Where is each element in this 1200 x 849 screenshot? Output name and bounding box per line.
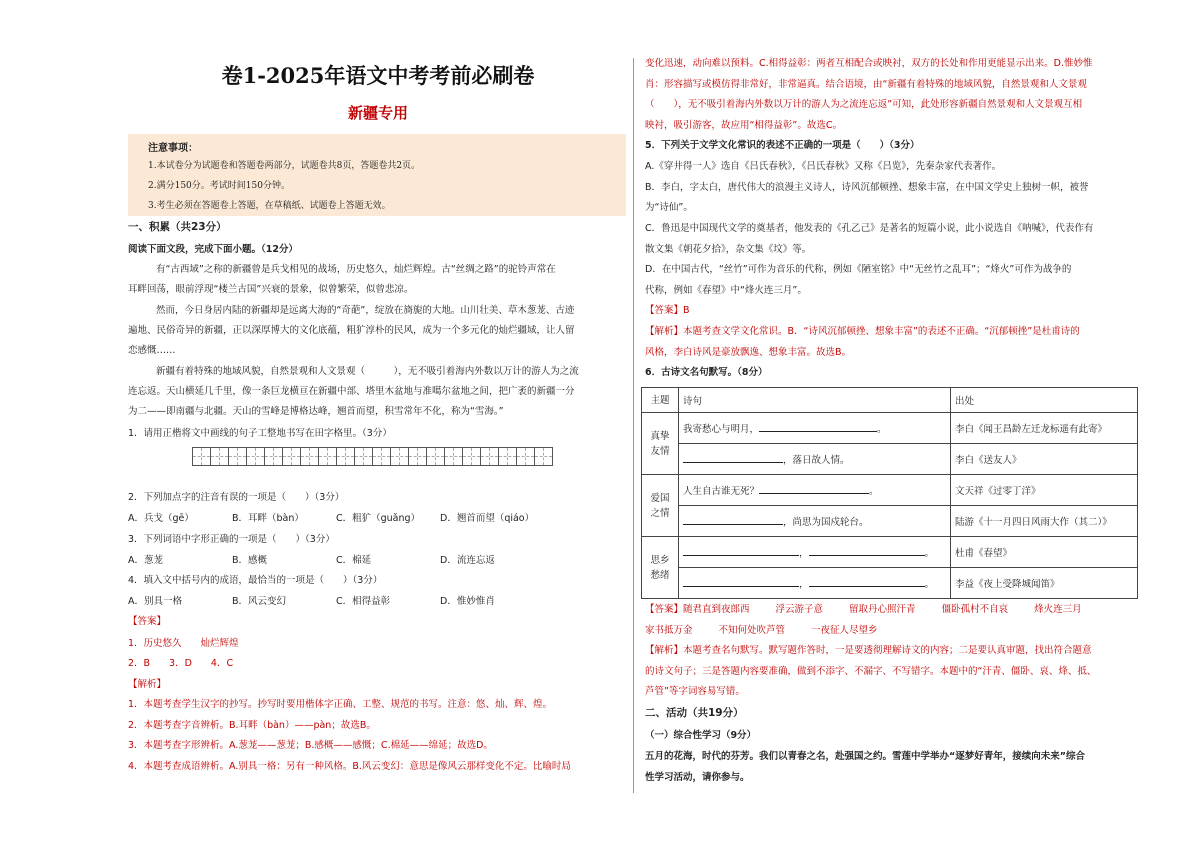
- answer-text: 【答案】随君直到夜郎西 浮云游子意 留取丹心照汗青 僵卧孤村不自哀 烽火连三月: [645, 604, 1082, 615]
- poem-line: ， 。: [679, 568, 951, 599]
- grid-cell[interactable]: [498, 447, 517, 466]
- poem-line: 人生自古谁无死？ 。: [679, 475, 951, 506]
- grid-cell[interactable]: [246, 447, 265, 466]
- option-a: A．葱茏: [128, 555, 163, 566]
- grid-cell[interactable]: [354, 447, 373, 466]
- passage-line: 新疆有着特殊的地域风貌，自然景观和人文景观（ ），无不吸引着海内外数以万计的游人为之流: [156, 366, 579, 377]
- analysis-text: 3．本题考查字形辨析。A.葱茏——葱茏；B.感概——感慨；C.棉延——绵延；故选D。: [128, 740, 493, 751]
- table-row: [642, 537, 1138, 568]
- answer-blank[interactable]: [809, 545, 925, 556]
- option-d-cont: 代称，例如《春望》中“烽火连三月”。: [645, 285, 807, 296]
- grid-cell[interactable]: [426, 447, 445, 466]
- analysis-text: 4．本题考查成语辨析。A.别具一格：另有一种风格。B.风云变幻：意思是像风云那样变化不定。比喻时局: [128, 761, 571, 772]
- passage-line: 恋感慨……: [128, 345, 176, 356]
- poem-source: 陆游《十一月四日风雨大作（其二）》: [951, 506, 1138, 537]
- poem-source: 李益《夜上受降城闻笛》: [951, 568, 1138, 599]
- option-b-cont: 为“诗仙”。: [645, 202, 693, 213]
- option-b: B．耳畔（bàn）: [232, 513, 304, 524]
- answer-blank[interactable]: [683, 545, 799, 556]
- notice-heading: 注意事项：: [148, 143, 198, 154]
- option-c: C．鲁迅是中国现代文学的奠基者，他发表的《孔乙己》是著名的短篇小说，此小说选自《呐喊》，代表作有: [645, 223, 1094, 234]
- grid-cell[interactable]: [480, 447, 499, 466]
- table-row: [642, 475, 1138, 506]
- table-header: 出处: [951, 388, 1138, 413]
- poem-line: 我寄愁心与明月， 。: [679, 413, 951, 444]
- passage-line: 为二——即南疆与北疆。天山的雪峰是博格达峰，翘首而望，积雪常年不化，称为“雪海。”: [128, 406, 504, 417]
- passage-line: 然而，今日身居内陆的新疆却是远离大海的“奇葩”，绽放在旖旎的大地。山川壮美、草木葱茏、古迹: [156, 305, 575, 316]
- poem-line: ，尚思为国戍轮台。: [679, 506, 951, 537]
- grid-cell[interactable]: [210, 447, 229, 466]
- table-header: 诗句: [679, 388, 951, 413]
- analysis-text: 1．本题考查学生汉字的抄写。抄写时要用楷体字正确、工整、规范的书写。注意：悠、灿、辉、煌。: [128, 699, 553, 710]
- page-title: 卷1-2025年语文中考考前必刷卷: [221, 63, 535, 88]
- answer-blank[interactable]: [759, 421, 877, 432]
- option-b: B．风云变幻: [232, 596, 287, 607]
- poem-source: 李白《闻王昌龄左迁龙标遥有此寄》: [951, 413, 1138, 444]
- grid-cell[interactable]: [372, 447, 391, 466]
- activity-text: 五月的花海，时代的芬芳。我们以青春之名，赴强国之约。雪莲中学举办“逐梦好青年，接续向未来”综合: [645, 751, 1085, 762]
- option-a: A.《穿井得一人》选自《吕氏春秋》，《吕氏春秋》又称《吕览》，先秦杂家代表著作。: [645, 161, 1002, 172]
- option-c: C．粗犷（guǎng）: [336, 513, 421, 524]
- answer-blank[interactable]: [683, 576, 799, 587]
- question-4: 4．填入文中括号内的成语，最恰当的一项是（ ）（3分）: [128, 575, 383, 586]
- grid-cell[interactable]: [318, 447, 337, 466]
- grid-cell[interactable]: [336, 447, 355, 466]
- analysis-label: 【解析】: [128, 679, 167, 690]
- analysis-text: 【解析】本题考查名句默写。默写题作答时，一是要透彻理解诗文的内容；二是要认真审题，找出符合题意: [645, 645, 1092, 656]
- option-a: A．兵戈（gē）: [128, 513, 194, 524]
- answer-blank[interactable]: [683, 514, 783, 525]
- section-heading: 二、活动（共19分）: [645, 707, 744, 719]
- grid-cell[interactable]: [282, 447, 301, 466]
- analysis-text: 【解析】本题考查文学文化常识。B．“诗风沉郁顿挫、想象丰富”的表述不正确。“沉郁顿挫”是杜甫诗的: [645, 326, 1080, 337]
- answer-text: 家书抵万金 不知何处吹芦管 一夜征人尽望乡: [645, 625, 878, 636]
- passage-line: 遍地、民俗奇异的新疆，正以深厚博大的文化底蕴，粗犷淳朴的民风，成为一个多元化的灿烂疆域，让人留: [128, 325, 575, 336]
- answer-label: 【答案】B: [645, 305, 690, 316]
- option-d: D．翘首而望（qiáo）: [440, 513, 535, 524]
- option-a: A．别具一格: [128, 596, 182, 607]
- table-row: [642, 568, 1138, 599]
- notice-item: 1.本试卷分为试题卷和答题卷两部分，试题卷共8页，答题卷共2页。: [148, 161, 421, 171]
- subsection-heading: （一）综合性学习（9分）: [645, 730, 757, 741]
- analysis-text: 芦管”等字词容易写错。: [645, 686, 745, 697]
- answer-label: 【答案】: [128, 616, 167, 627]
- question-5: 5．下列关于文学文化常识的表述不正确的一项是（ ）（3分）: [645, 140, 920, 151]
- reading-intro: 阅读下面文段，完成下面小题。（12分）: [128, 244, 298, 255]
- passage-line: 耳畔回荡，眼前浮现“楼兰古国”兴衰的景象，似曾繁荣，似曾悲凉。: [128, 284, 414, 295]
- answer-blank[interactable]: [809, 576, 925, 587]
- analysis-text: 风格，李白诗风是豪放飘逸、想象丰富。故选B。: [645, 347, 852, 358]
- notice-item: 2.满分150分。考试时间150分钟。: [148, 181, 290, 191]
- passage-line: 有“古西域”之称的新疆曾是兵戈相见的战场，历史悠久，灿烂辉煌。古“丝绸之路”的驼铃声常在: [156, 264, 556, 275]
- table-header: 主题: [642, 388, 679, 413]
- table-row: [642, 413, 1138, 444]
- poem-table: [641, 387, 1138, 599]
- poem-source: 李白《送友人》: [951, 444, 1138, 475]
- question-6: 6．古诗文名句默写。（8分）: [645, 367, 768, 378]
- notice-box: [128, 134, 626, 216]
- analysis-text: 的诗文句子；三是答题内容要准确，做到不添字、不漏字、不写错字。本题中的“汗青、僵卧、哀、烽、抵、: [645, 666, 1097, 677]
- activity-text: 性学习活动，请你参与。: [645, 772, 750, 783]
- answer-text: 2．B 3．D 4．C: [128, 658, 234, 669]
- answer-blank[interactable]: [683, 452, 783, 463]
- passage-line: 连忘返。天山横延几千里，像一条巨龙横亘在新疆中部、塔里木盆地与准噶尔盆地之间，把广袤的新疆一分: [128, 386, 575, 397]
- grid-cell[interactable]: [462, 447, 481, 466]
- notice-item: 3.考生必须在答题卷上答题，在草稿纸、试题卷上答题无效。: [148, 201, 391, 211]
- grid-cell[interactable]: [192, 447, 211, 466]
- theme-cell: 真挚 友情: [642, 413, 679, 475]
- theme-cell: 思乡 愁绪: [642, 537, 679, 599]
- table-row: [642, 444, 1138, 475]
- theme-cell: 爱国 之情: [642, 475, 679, 537]
- section-heading: 一、积累（共23分）: [128, 221, 227, 233]
- writing-grid[interactable]: [192, 447, 552, 466]
- option-c: C．棉延: [336, 555, 372, 566]
- analysis-text: 变化迅速，动向难以预料。C.相得益彰：两者互相配合或映衬，双方的长处和作用更能显示出来。D.惟妙惟: [645, 58, 1093, 69]
- analysis-text: 2．本题考查字音辨析。B.耳畔（bàn）——pàn；故选B。: [128, 720, 376, 731]
- option-c-cont: 散文集《朝花夕拾》，杂文集《坟》等。: [645, 244, 812, 255]
- option-c: C．相得益彰: [336, 596, 391, 607]
- grid-cell[interactable]: [390, 447, 409, 466]
- analysis-text: 肖：形容描写或模仿得非常好，非常逼真。结合语境，由“新疆有着特殊的地域风貌，自然景观和人文景观: [645, 79, 1087, 90]
- column-divider: [633, 58, 634, 793]
- answer-blank[interactable]: [759, 483, 869, 494]
- option-b: B．李白，字太白，唐代伟大的浪漫主义诗人，诗风沉郁顿挫、想象丰富，在中国文学史上独树一帜，被誉: [645, 182, 1089, 193]
- option-d: D．流连忘返: [440, 555, 495, 566]
- question-3: 3．下列词语中字形正确的一项是（ ）（3分）: [128, 534, 335, 545]
- question-1: 1．请用正楷将文中画线的句子工整地书写在田字格里。（3分）: [128, 428, 392, 439]
- option-b: B．感概: [232, 555, 268, 566]
- grid-cell[interactable]: [264, 447, 283, 466]
- grid-cell[interactable]: [444, 447, 463, 466]
- poem-line: ， 。: [679, 537, 951, 568]
- option-d: D．在中国古代，“丝竹”可作为音乐的代称，例如《陋室铭》中“无丝竹之乱耳”；“烽火”可作为战争的: [645, 264, 1072, 275]
- question-2: 2．下列加点字的注音有误的一项是（ ）（3分）: [128, 492, 345, 503]
- poem-line: ，落日故人情。: [679, 444, 951, 475]
- grid-cell[interactable]: [534, 447, 553, 466]
- grid-cell[interactable]: [516, 447, 535, 466]
- grid-cell[interactable]: [408, 447, 427, 466]
- analysis-text: （ ），无不吸引着海内外数以万计的游人为之流连忘返”可知，此处形容新疆自然景观和人文景观互相: [645, 99, 1083, 110]
- page-subtitle: 新疆专用: [347, 104, 408, 122]
- analysis-text: 映衬，吸引游客，故应用“相得益彰”。故选C。: [645, 120, 842, 131]
- poem-source: 文天祥《过零丁洋》: [951, 475, 1138, 506]
- answer-text: 1．历史悠久 灿烂辉煌: [128, 638, 239, 649]
- grid-cell[interactable]: [300, 447, 319, 466]
- grid-cell[interactable]: [228, 447, 247, 466]
- poem-source: 杜甫《春望》: [951, 537, 1138, 568]
- table-row: [642, 506, 1138, 537]
- option-d: D．惟妙惟肖: [440, 596, 495, 607]
